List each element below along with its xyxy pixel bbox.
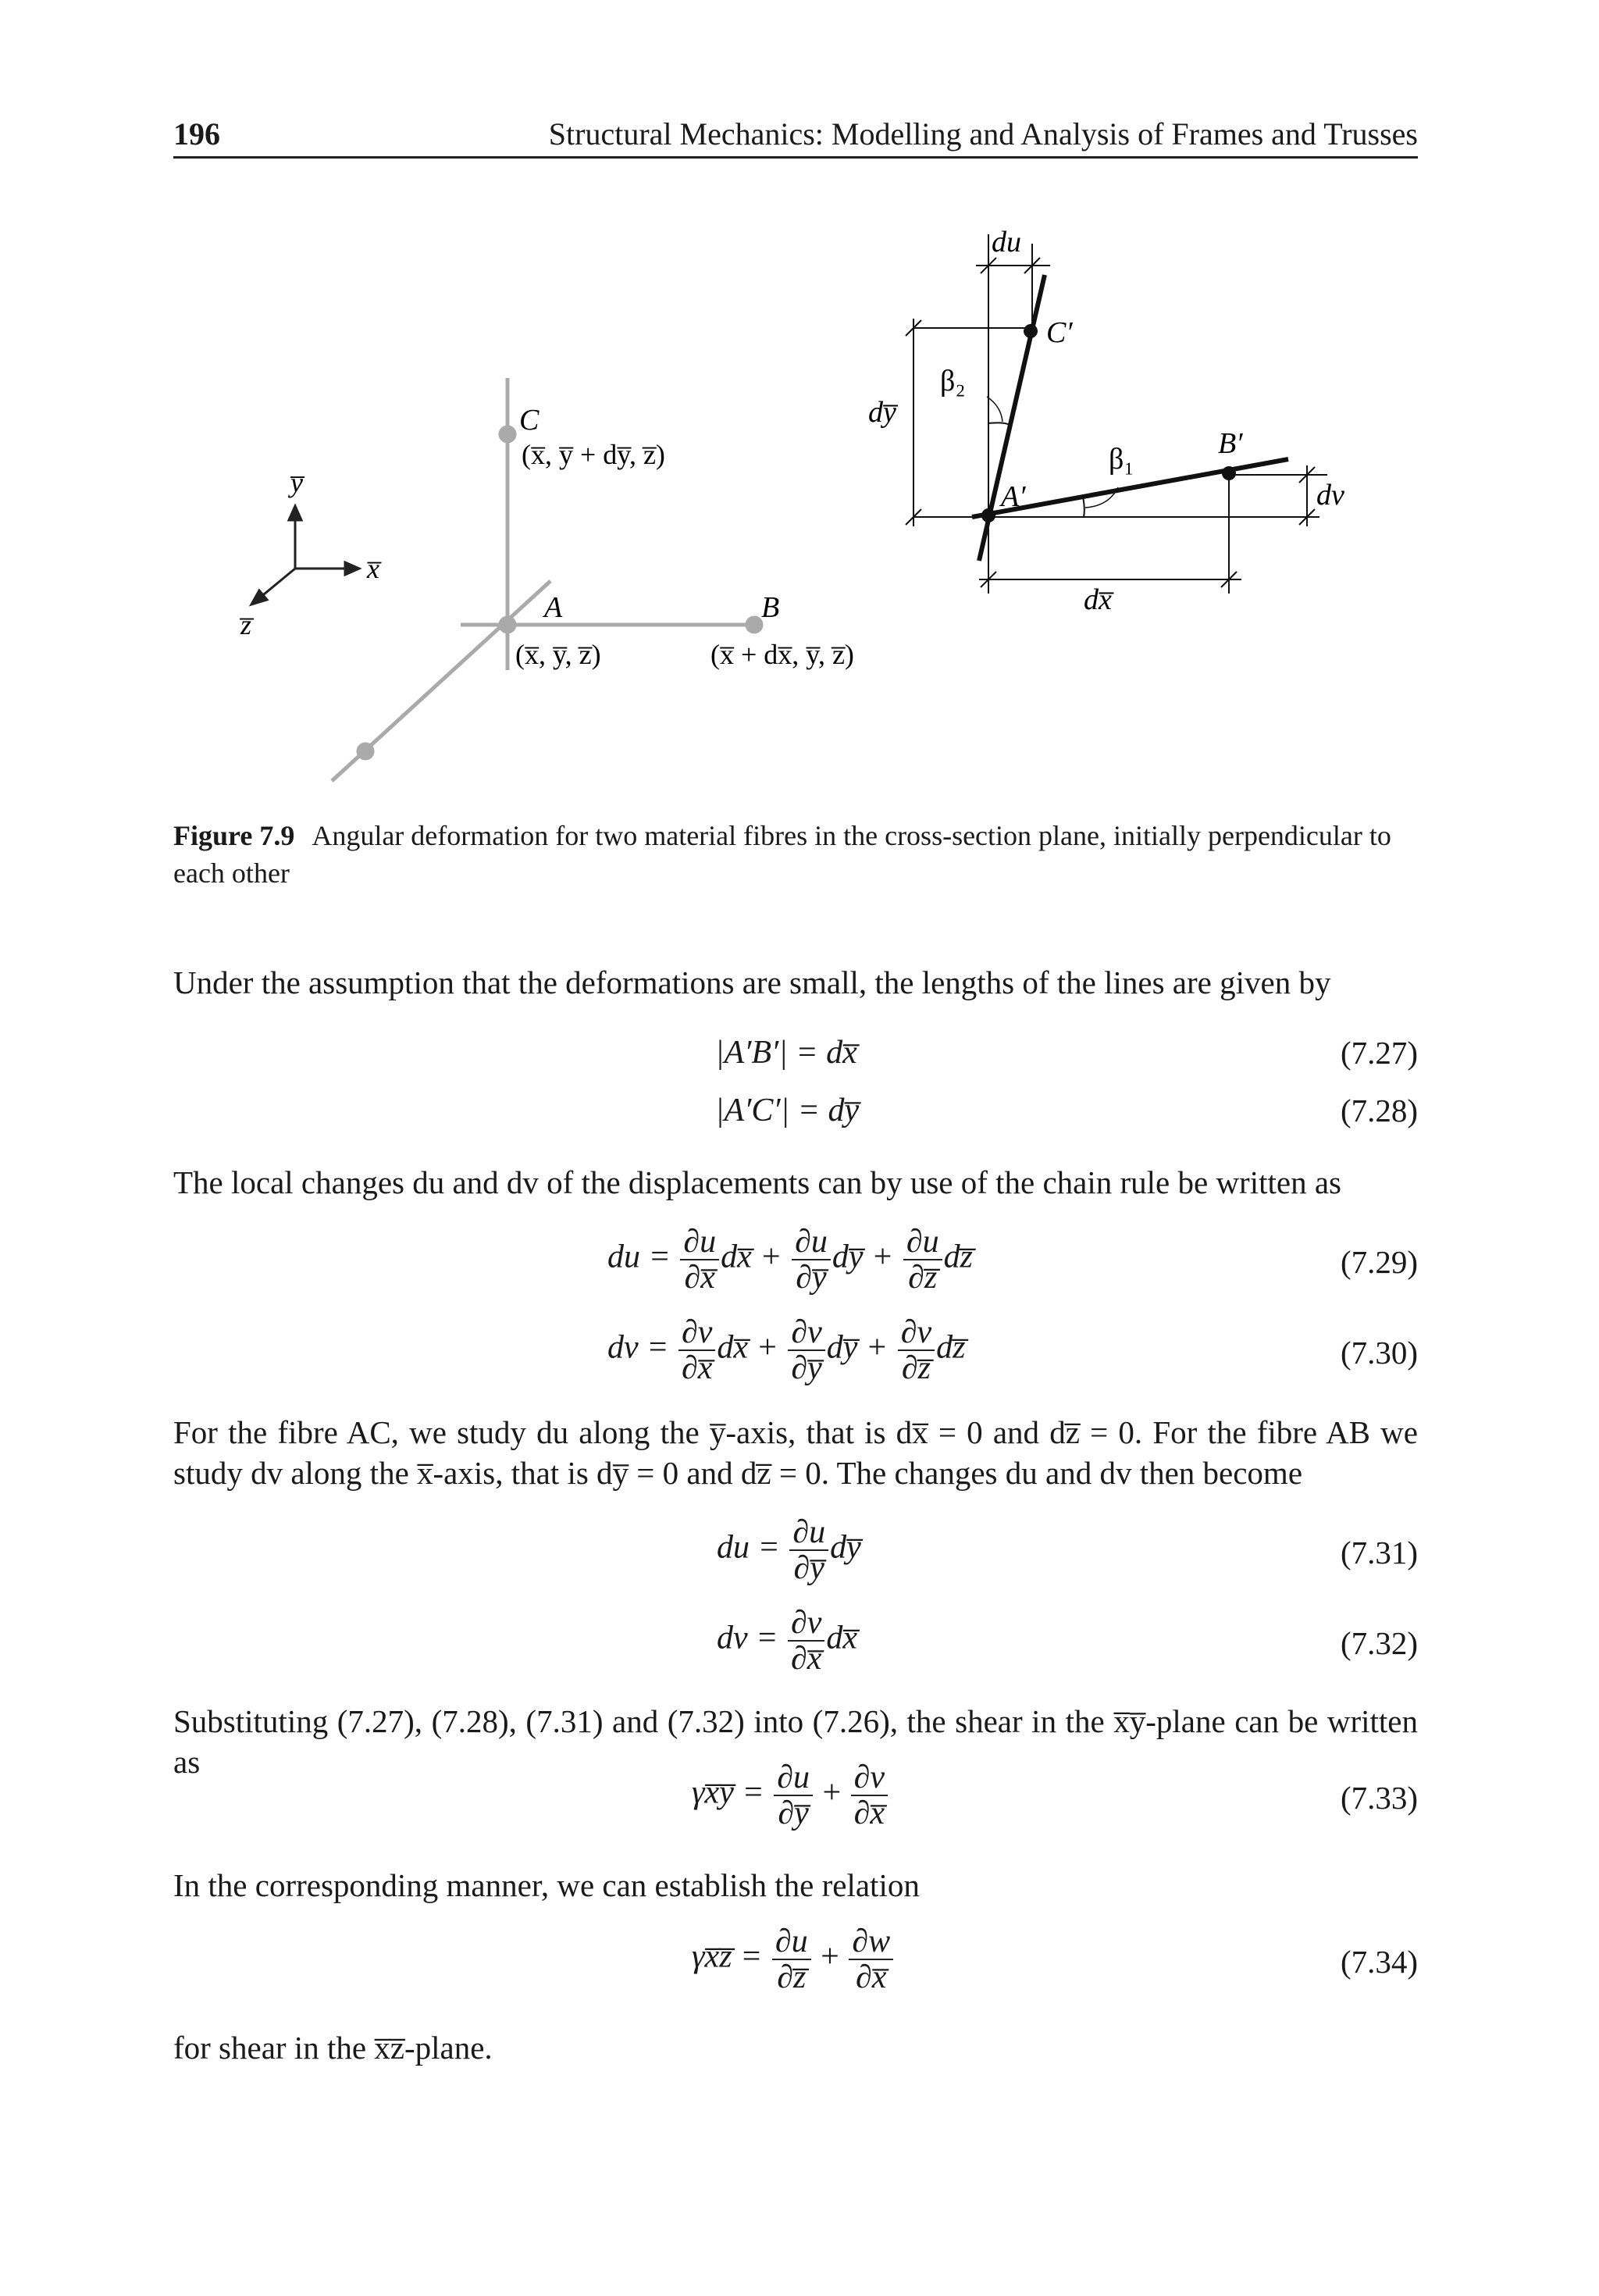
caption-text: Angular deformation for two material fibres in the cross-section plane, initially perpendicular to each other: [173, 820, 1391, 889]
label-dx: dx̅: [1084, 583, 1112, 616]
equation-7-31: du = $\frac{\partial u}{\partial y̅}$ dy̅ (7.31): [717, 1514, 1418, 1586]
header-rule: [173, 156, 1418, 159]
beta1-arc: [1083, 497, 1084, 517]
label-c: C: [519, 404, 540, 437]
paragraph-2: The local changes du and dv of the displacements can by use of the chain rule be written as: [173, 1164, 1341, 1200]
axis-y-label: y̅: [290, 467, 303, 498]
equation-7-32: dv = $\frac{\partial v}{\partial x̅}$ dx̅ (7.32): [717, 1605, 1418, 1677]
paragraph-3: For the fibre AC, we study du along the y̅-axis, that is dx̅ = 0 and dz̅ = 0. For the fibre AB we study dv along the x̅-axis, that is dy̅ = 0 and dz̅ = 0. The changes du and dv then become: [173, 1414, 1418, 1491]
label-b: B: [761, 591, 780, 624]
axis-x-label: x̅: [367, 553, 379, 584]
label-b-coords: (x̅ + dx̅, y̅, z̅): [710, 639, 854, 670]
label-c-prime: C′: [1046, 316, 1073, 349]
label-a-coords: (x̅, y̅, z̅): [515, 639, 601, 670]
beta2-arc: [988, 422, 1010, 425]
paragraph-1: Under the assumption that the deformations are small, the lengths of the lines are given by: [173, 964, 1331, 1000]
figure-7-9: [0, 203, 1599, 797]
running-title: Structural Mechanics: Modelling and Analysis of Frames and Trusses: [548, 116, 1418, 152]
equation-7-34: γx̅z̅ = $\frac{\partial u}{\partial z̅}$ + $\frac{\partial w}{\partial x̅}$ (7.34): [692, 1923, 1418, 1995]
point-b: [747, 618, 761, 632]
label-c-coords: (x̅, y̅ + dy̅, z̅): [522, 439, 665, 470]
label-a-prime: A′: [1001, 480, 1026, 513]
point-c-prime: [1024, 324, 1038, 338]
page-number: 196: [173, 116, 220, 152]
label-dy: dy̅: [868, 396, 896, 429]
label-beta2: β₂: [940, 365, 966, 398]
paragraph-6: for shear in the x̅z̅-plane.: [173, 2030, 493, 2066]
label-a: A: [544, 591, 563, 624]
equation-7-33: γx̅y̅ = $\frac{\partial u}{\partial y̅}$ + $\frac{\partial v}{\partial x̅}$ (7.33): [692, 1759, 1418, 1831]
axes-triad: [251, 506, 359, 604]
figure-caption: [173, 817, 1418, 892]
equation-7-30: dv = $\frac{\partial v}{\partial x̅}$ dx̅ + $\frac{\partial v}{\partial y̅}$ dy̅ + $\frac{\partial v}{\partial z̅}$ dz̅ (7.30): [607, 1314, 1418, 1386]
label-b-prime: B′: [1218, 427, 1243, 460]
equation-7-27: |A′B′| = dx̅ (7.27): [715, 1035, 1418, 1071]
label-dv: dv: [1316, 479, 1344, 512]
point-b-prime: [1222, 466, 1236, 480]
paragraph-4: Substituting (7.27), (7.28), (7.31) and (7.32) into (7.26), the shear in the x̅y̅-plane can be written as: [173, 1703, 1418, 1780]
axis-z-label: z̅: [240, 609, 252, 640]
point-a-prime: [981, 508, 995, 522]
equation-7-28: |A′C′| = dy̅ (7.28): [715, 1093, 1418, 1128]
equation-7-29: du = $\frac{\partial u}{\partial x̅}$ dx̅ + $\frac{\partial u}{\partial y̅}$ dy̅ + $\frac{\partial u}{\partial z̅}$ dz̅ (7.29): [607, 1224, 1418, 1296]
caption-label: Figure 7.9: [173, 820, 295, 851]
point-c: [500, 427, 515, 441]
label-du: du: [992, 226, 1021, 258]
point-z: [358, 744, 372, 758]
paragraph-5: In the corresponding manner, we can establish the relation: [173, 1867, 920, 1903]
point-a: [500, 618, 515, 632]
label-beta1: β₁: [1109, 443, 1134, 476]
